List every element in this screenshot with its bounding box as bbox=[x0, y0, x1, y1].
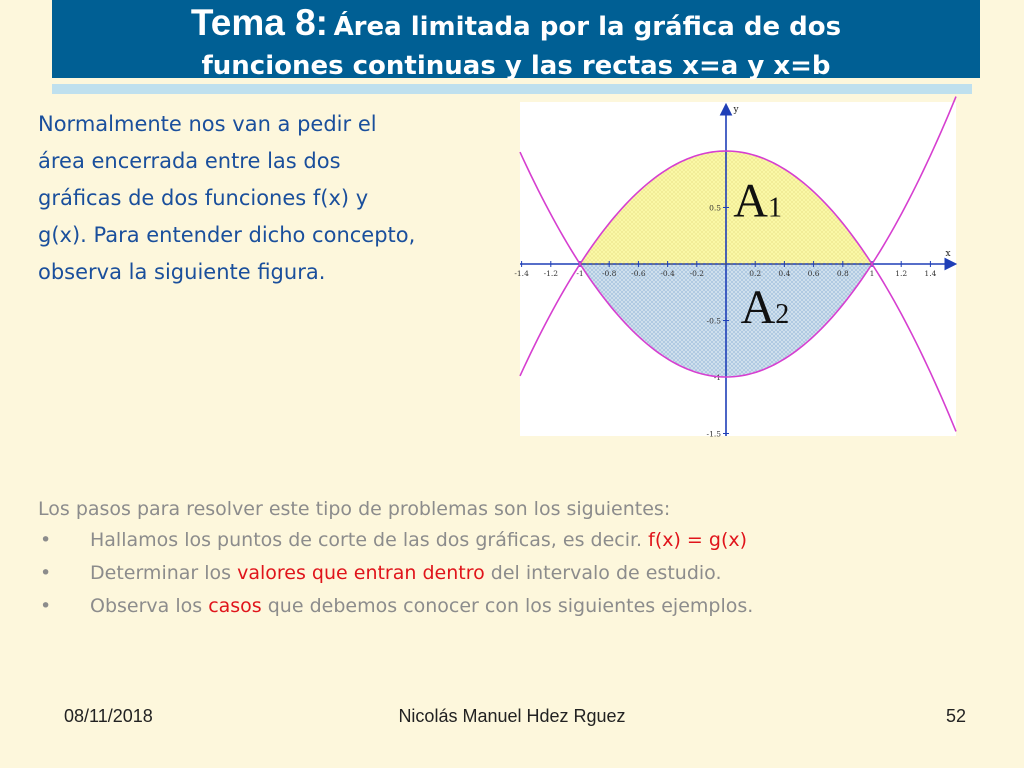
bullet: • bbox=[40, 529, 52, 551]
steps-intro: Los pasos para resolver este tipo de problemas son los siguientes: bbox=[38, 498, 671, 520]
footer-author: Nicolás Manuel Hdez Rguez bbox=[398, 706, 626, 726]
title-underline bbox=[52, 84, 972, 94]
step-item-2 bbox=[38, 557, 938, 590]
x-tick-label: -1.2 bbox=[543, 269, 559, 278]
x-tick-label: 1 bbox=[869, 269, 875, 278]
intro-line-1: Normalmente nos van a pedir el bbox=[38, 112, 377, 136]
x-tick-label: 1.4 bbox=[924, 269, 937, 278]
title-main: Tema 8: bbox=[190, 2, 328, 43]
y-tick-label: -1.5 bbox=[706, 429, 721, 439]
step-2-text-pre: Determinar los bbox=[90, 562, 238, 584]
step-3-highlight: casos bbox=[208, 595, 262, 617]
steps-list bbox=[38, 524, 938, 623]
y-tick-label: -1 bbox=[713, 373, 721, 382]
intro-paragraph bbox=[38, 106, 518, 291]
x-tick-label: -1 bbox=[576, 269, 584, 278]
title-bar bbox=[52, 0, 980, 81]
footer-page-number: 52 bbox=[945, 706, 966, 726]
step-2-text-post: del intervalo de estudio. bbox=[484, 562, 722, 584]
x-tick-label: 0.8 bbox=[836, 269, 849, 278]
x-tick-label: -0.8 bbox=[601, 269, 617, 278]
region-label-a1-main: A bbox=[733, 174, 768, 228]
step-3-text-pre: Observa los bbox=[90, 595, 209, 617]
y-tick-label: 0.5 bbox=[709, 203, 721, 213]
step-3-text-post: que debemos conocer con los siguientes ejemplos. bbox=[261, 595, 754, 617]
y-axis-label: y bbox=[733, 105, 739, 115]
bullet: • bbox=[40, 595, 52, 617]
title-line-2: funciones continuas y las rectas x=a y x=b bbox=[201, 51, 831, 81]
bullet: • bbox=[40, 562, 52, 584]
intro-line-3: gráficas de dos funciones f(x) y bbox=[38, 186, 369, 210]
x-axis-label: x bbox=[945, 249, 951, 259]
steps-section bbox=[38, 494, 938, 623]
x-tick-label: -0.6 bbox=[631, 269, 646, 278]
step-item-3 bbox=[38, 590, 938, 623]
step-1-text: Hallamos los puntos de corte de las dos gráficas, es decir. bbox=[90, 529, 649, 551]
y-tick-label: -0.5 bbox=[706, 316, 721, 326]
intro-line-4: g(x). Para entender dicho concepto, bbox=[38, 223, 416, 247]
chart-svg bbox=[514, 102, 956, 439]
footer bbox=[0, 706, 1024, 732]
region-label-a1-sub: 1 bbox=[767, 192, 782, 224]
region-label-a2-sub: 2 bbox=[775, 298, 790, 330]
x-tick-label: -0.2 bbox=[689, 269, 705, 278]
region-label-a2-main: A bbox=[740, 280, 776, 334]
step-1-highlight: f(x) = g(x) bbox=[648, 529, 748, 551]
x-tick-label: 0.6 bbox=[807, 269, 820, 278]
x-tick-label: 0.4 bbox=[778, 269, 791, 278]
footer-date: 08/11/2018 bbox=[64, 706, 153, 726]
x-tick-label: 0.2 bbox=[749, 269, 762, 278]
title-rest: Área limitada por la gráfica de dos bbox=[333, 12, 842, 42]
step-2-highlight: valores que entran dentro bbox=[237, 562, 485, 584]
x-tick-label: 1.2 bbox=[895, 269, 908, 278]
title-line-1 bbox=[52, 4, 980, 49]
x-tick-label: -0.4 bbox=[660, 269, 675, 278]
intro-line-2: área encerrada entre las dos bbox=[38, 149, 341, 173]
chart-figure bbox=[514, 102, 956, 439]
step-item-1 bbox=[38, 524, 938, 557]
intro-line-5: observa la siguiente figura. bbox=[38, 260, 326, 284]
x-tick-label: -1.4 bbox=[514, 269, 529, 278]
